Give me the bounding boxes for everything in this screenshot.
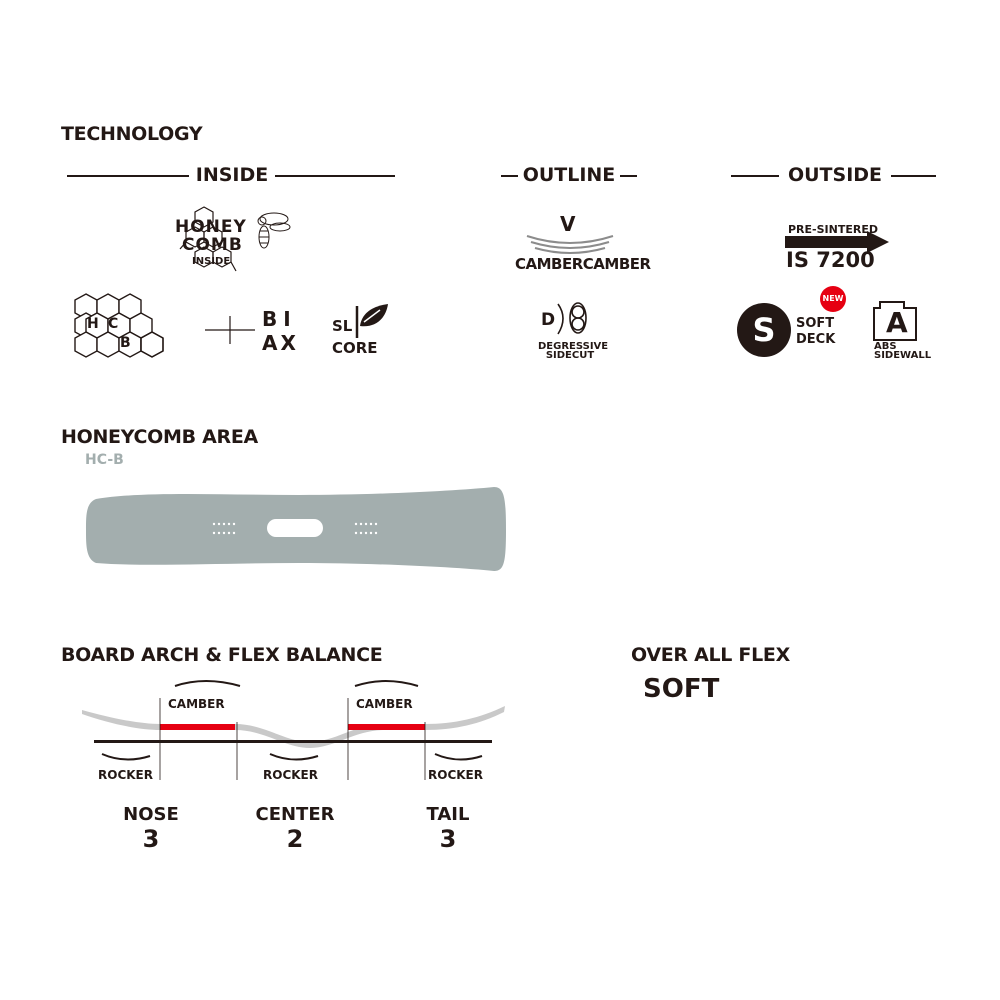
biax-line2: AX <box>262 331 299 355</box>
bee-icon <box>252 207 292 257</box>
honeycomb-area-subtitle: HC-B <box>85 452 124 468</box>
technology-title: TECHNOLOGY <box>61 123 203 145</box>
honeycomb-line2: COMB <box>182 235 243 255</box>
rocker-label-center: ROCKER <box>263 768 318 782</box>
flex-label-tail: TAIL <box>426 804 470 825</box>
sidecut-icon <box>556 300 596 340</box>
inside-rule-right <box>275 175 395 177</box>
rocker-label-nose: ROCKER <box>98 768 153 782</box>
board-shape <box>84 485 514 575</box>
hcb-letter-h: H <box>87 316 99 332</box>
outline-rule-right <box>620 175 637 177</box>
honeycomb-area-title: HONEYCOMB AREA <box>61 426 258 448</box>
sidecut-line2: SIDECUT <box>545 350 595 361</box>
flex-value-center: 2 <box>286 825 304 853</box>
outside-rule-left <box>731 175 779 177</box>
base-line2: IS 7200 <box>786 248 875 272</box>
arch-title: BOARD ARCH & FLEX BALANCE <box>61 644 383 666</box>
camber-label: CAMBERCAMBER <box>515 255 651 273</box>
soft-deck-badge-icon: S <box>737 303 791 357</box>
flex-value-tail: 3 <box>439 825 457 853</box>
slcore-line1: SL <box>332 317 353 335</box>
camber-lines-icon <box>525 230 615 255</box>
deck-line2: DECK <box>796 332 836 347</box>
slcore-line2: CORE <box>332 339 378 357</box>
camber-letter: V <box>560 212 576 236</box>
overall-flex-value: SOFT <box>643 674 720 704</box>
overall-flex-title: OVER ALL FLEX <box>631 644 790 666</box>
sidecut-letter: D <box>541 310 556 330</box>
sidecut-line1: DEGRESSIVE <box>538 341 609 352</box>
biax-cross-icon <box>205 312 260 352</box>
base-line1: PRE-SINTERED <box>788 223 878 236</box>
outside-heading: OUTSIDE <box>787 164 883 186</box>
outside-rule-right <box>891 175 936 177</box>
flex-value-nose: 3 <box>142 825 160 853</box>
outline-heading: OUTLINE <box>522 164 616 186</box>
hcb-letter-c: C <box>108 316 119 332</box>
deck-line1: SOFT <box>796 316 835 331</box>
biax-line1: BI <box>262 307 297 331</box>
sidewall-line2: SIDEWALL <box>874 350 932 361</box>
camber-label-nose: CAMBER <box>168 697 225 711</box>
hcb-letter-b: B <box>120 335 131 351</box>
inside-rule-left <box>67 175 189 177</box>
sidewall-letter: A <box>886 306 908 339</box>
camber-label-tail: CAMBER <box>356 697 413 711</box>
honeycomb-line1: HONEY <box>175 217 247 237</box>
inside-heading: INSIDE <box>195 164 269 186</box>
rocker-label-tail: ROCKER <box>428 768 483 782</box>
outline-rule-left <box>501 175 518 177</box>
new-badge: NEW <box>820 286 846 312</box>
honeycomb-line3: INSIDE <box>192 256 231 267</box>
leaf-icon <box>352 300 392 340</box>
flex-label-nose: NOSE <box>123 804 179 825</box>
hcb-honeycomb-icon <box>70 292 180 372</box>
sidewall-line1: ABS <box>874 341 897 352</box>
honeycomb-inside-logo <box>172 205 292 280</box>
flex-label-center: CENTER <box>255 804 335 825</box>
